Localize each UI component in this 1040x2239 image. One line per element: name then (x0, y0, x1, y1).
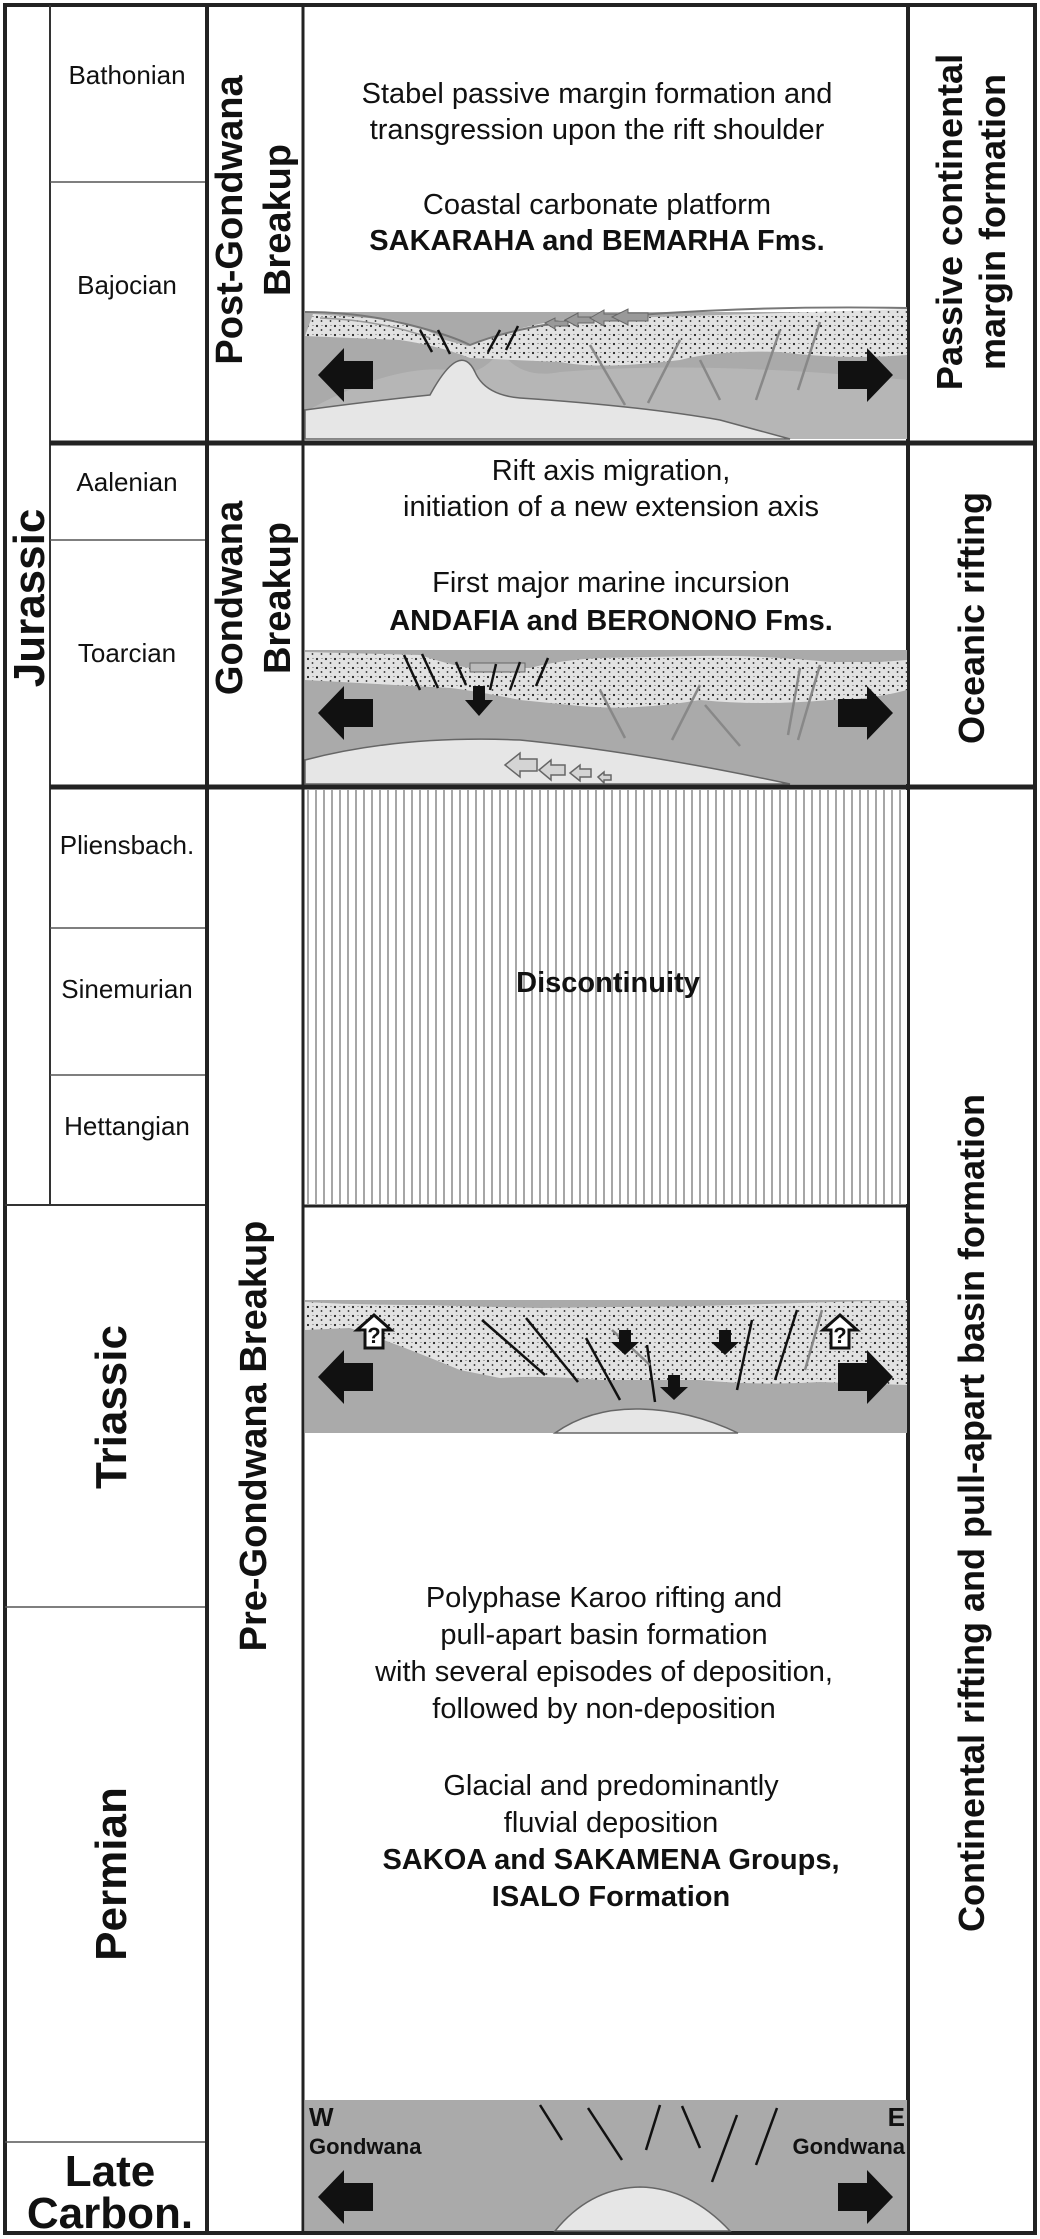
stage-pliensbachian: Pliensbach. (59, 830, 195, 860)
pre-desc-line7: SAKOA and SAKAMENA Groups, (382, 1844, 840, 1876)
gond-desc-line1: Rift axis migration, (491, 455, 731, 487)
east-label: E (887, 2102, 905, 2132)
period-late-carbon-line1: Late (64, 2147, 156, 2196)
phase-post-gondwana-line1: Post-Gondwana (209, 75, 251, 365)
phase-post-gondwana-line2: Breakup (257, 143, 299, 297)
pre-desc-line4: followed by non-deposition (432, 1693, 776, 1725)
post-gondwana-section (305, 307, 907, 439)
triassic-section (305, 1300, 907, 1433)
post-desc-line4: SAKARAHA and BEMARHA Fms. (369, 225, 825, 257)
post-desc-line2: transgression upon the rift shoulder (369, 114, 825, 146)
stage-toarcian: Toarcian (77, 638, 177, 668)
east-gondwana-label: Gondwana (792, 2134, 905, 2159)
stage-aalenian: Aalenian (76, 467, 178, 497)
gond-desc-line4: ANDAFIA and BERONONO Fms. (389, 605, 833, 637)
uplift-question-west: ? (367, 1323, 381, 1348)
gond-desc-line2: initiation of a new extension axis (403, 491, 819, 523)
uplift-question-east: ? (833, 1323, 847, 1348)
period-triassic: Triassic (87, 1325, 136, 1489)
process-passive-line1: Passive continental (929, 53, 970, 391)
period-permian: Permian (87, 1787, 136, 1961)
carboniferous-section (305, 2100, 907, 2231)
period-late-carbon-line2: Carbon. (26, 2189, 194, 2238)
stage-bathonian: Bathonian (68, 60, 186, 90)
pre-desc-line1: Polyphase Karoo rifting and (425, 1582, 783, 1614)
period-jurassic: Jurassic (5, 508, 54, 688)
gond-desc-line3: First major marine incursion (432, 567, 790, 599)
west-gondwana-label: Gondwana (309, 2134, 422, 2159)
phase-gondwana-line1: Gondwana (209, 500, 251, 696)
process-continental-rifting: Continental rifting and pull-apart basin formation (951, 1094, 992, 1932)
stage-sinemurian: Sinemurian (61, 974, 193, 1004)
gondwana-description (389, 455, 833, 637)
process-oceanic-rifting: Oceanic rifting (951, 491, 992, 745)
process-passive-line2: margin formation (972, 73, 1013, 371)
pre-desc-line6: fluvial deposition (503, 1807, 719, 1839)
pre-gondwana-description (374, 1582, 839, 1913)
pre-desc-line5: Glacial and predominantly (443, 1770, 779, 1802)
phase-gondwana-line2: Breakup (257, 521, 299, 675)
west-label: W (309, 2102, 334, 2132)
pre-desc-line3: with several episodes of deposition, (375, 1656, 833, 1688)
gondwana-breakup-section (305, 650, 907, 784)
post-desc-line3: Coastal carbonate platform (422, 189, 772, 221)
phase-pre-gondwana: Pre-Gondwana Breakup (233, 1220, 275, 1652)
stage-bajocian: Bajocian (77, 270, 177, 300)
post-desc-line1: Stabel passive margin formation and (361, 78, 833, 110)
stage-hettangian: Hettangian (64, 1111, 190, 1141)
discontinuity-label: Discontinuity (516, 967, 700, 999)
stage-labels (60, 60, 194, 1141)
pre-desc-line2: pull-apart basin formation (440, 1619, 768, 1651)
pre-desc-line8: ISALO Formation (491, 1881, 731, 1913)
post-gondwana-description (362, 78, 833, 257)
